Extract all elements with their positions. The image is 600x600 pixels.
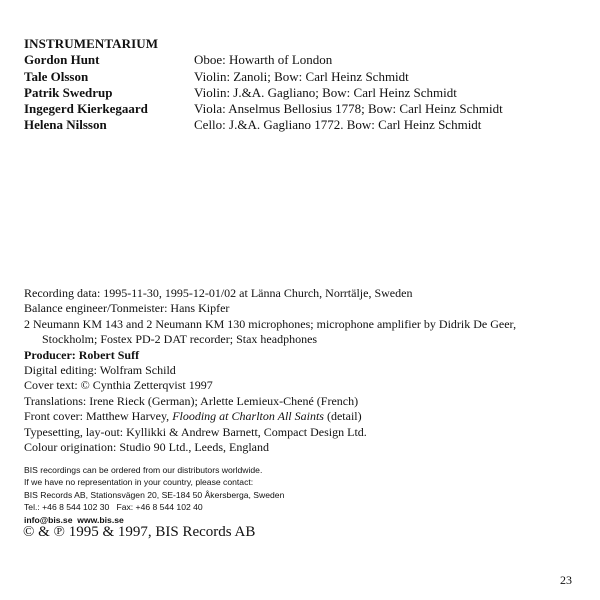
translations: Translations: Irene Rieck (German); Arlette Lemieux-Chené (French)	[24, 393, 359, 408]
balance-engineer: Balance engineer/Tonmeister: Hans Kipfer	[24, 301, 230, 316]
ordering-info	[24, 464, 584, 526]
player-instrument: Violin: Zanoli; Bow: Carl Heinz Schmidt	[194, 68, 409, 84]
player-name: Helena Nilsson	[24, 117, 107, 133]
player-instrument: Violin: J.&A. Gagliano; Bow: Carl Heinz Schmidt	[194, 84, 457, 100]
front-cover-suffix: (detail)	[323, 409, 362, 424]
player-name: Tale Olsson	[24, 68, 89, 84]
email-link[interactable]: info@bis.se	[24, 514, 73, 525]
player-row	[24, 52, 584, 68]
colour-origination: Colour origination: Studio 90 Ltd., Leeds, England	[24, 440, 269, 455]
address-line: BIS Records AB, Stationsvägen 20, SE-184 50 Åkersberga, Sweden	[24, 489, 285, 500]
recording-credits	[24, 286, 584, 455]
equipment-line-continued: Stockholm; Fostex PD-2 DAT recorder; Stax headphones	[42, 332, 318, 347]
player-name: Gordon Hunt	[24, 52, 100, 68]
instrumentarium-section	[24, 36, 584, 134]
player-row	[24, 117, 584, 133]
phone-fax-line: Tel.: +46 8 544 102 30 Fax: +46 8 544 102 40	[24, 502, 203, 513]
player-row	[24, 101, 584, 117]
front-cover-prefix: Front cover: Matthew Harvey,	[24, 409, 173, 424]
player-row	[24, 85, 584, 101]
typesetting: Typesetting, lay-out: Kyllikki & Andrew Barnett, Compact Design Ltd.	[24, 424, 367, 439]
website-link[interactable]: www.bis.se	[77, 514, 124, 525]
equipment-line: 2 Neumann KM 143 and 2 Neumann KM 130 microphones; microphone amplifier by Didrik De Geer,	[24, 316, 517, 331]
ordering-line: If we have no representation in your country, please contact:	[24, 477, 254, 488]
player-instrument: Viola: Anselmus Bellosius 1778; Bow: Carl Heinz Schmidt	[194, 101, 503, 117]
player-name: Ingegerd Kierkegaard	[24, 101, 148, 117]
digital-editing: Digital editing: Wolfram Schild	[24, 363, 176, 378]
ordering-line: BIS recordings can be ordered from our distributors worldwide.	[24, 465, 263, 475]
player-instrument: Cello: J.&A. Gagliano 1772. Bow: Carl Heinz Schmidt	[194, 117, 482, 133]
cover-text: Cover text: © Cynthia Zetterqvist 1997	[24, 378, 213, 393]
front-cover-title: Flooding at Charlton All Saints	[172, 409, 324, 424]
copyright-notice: © & ℗ 1995 & 1997, BIS Records AB	[23, 524, 256, 540]
producer: Producer: Robert Suff	[24, 347, 140, 362]
player-name: Patrik Swedrup	[24, 84, 113, 100]
page-number: 23	[560, 573, 572, 587]
recording-data: Recording data: 1995-11-30, 1995-12-01/02 at Länna Church, Norrtälje, Sweden	[24, 286, 413, 300]
instrumentarium-heading: INSTRUMENTARIUM	[24, 36, 159, 51]
player-row	[24, 69, 584, 85]
front-cover	[24, 409, 584, 424]
player-instrument: Oboe: Howarth of London	[194, 52, 333, 68]
